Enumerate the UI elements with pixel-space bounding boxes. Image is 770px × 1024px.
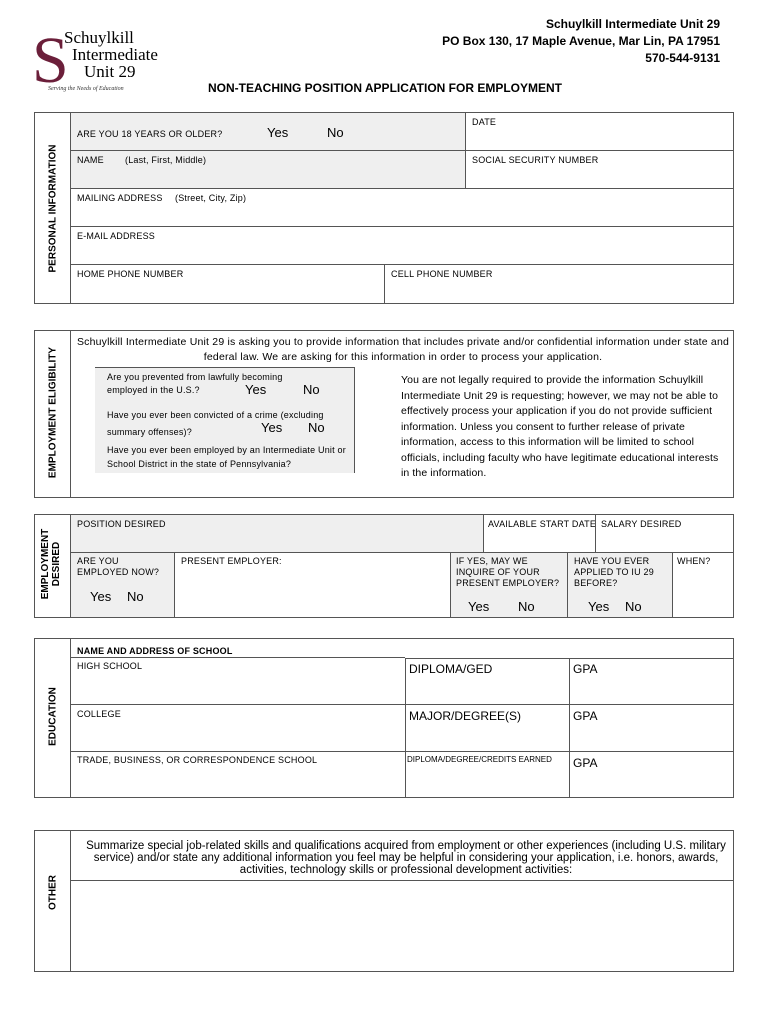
logo-line-2: Intermediate: [72, 45, 158, 64]
personal-section-label: PERSONAL INFORMATION: [47, 144, 59, 273]
employed-no-option[interactable]: No: [127, 589, 144, 604]
q1-no-option[interactable]: No: [303, 382, 320, 397]
when-label: WHEN?: [677, 556, 711, 566]
education-section-label: EDUCATION: [47, 687, 59, 746]
date-label: DATE: [472, 117, 497, 127]
trade-school-label: TRADE, BUSINESS, OR CORRESPONDENCE SCHOOL: [77, 755, 318, 765]
high-school-gpa-label: GPA: [573, 662, 598, 676]
salary-label: SALARY DESIRED: [601, 519, 682, 529]
personal-section: [34, 112, 734, 304]
college-field[interactable]: [71, 705, 405, 752]
start-date-label: AVAILABLE START DATE: [488, 519, 597, 529]
logo-line-3: Unit 29: [84, 62, 136, 81]
inquire-label: IF YES, MAY WE INQUIRE OF YOUR PRESENT EMPLOYER?: [456, 556, 560, 588]
question-lawful-employment: Are you prevented from lawfully becoming employed in the U.S.?: [107, 372, 283, 395]
credits-label: DIPLOMA/DEGREE/CREDITS EARNED: [407, 755, 552, 764]
age-yes-option[interactable]: Yes: [267, 125, 289, 140]
employed-yes-option[interactable]: Yes: [90, 589, 112, 604]
svg-text:S: S: [32, 26, 69, 90]
question-employed-iu: Have you ever been employed by an Intermediate Unit or School District in the state of Pennsylvania?: [107, 445, 346, 469]
page-title: NON-TEACHING POSITION APPLICATION FOR EMPLOYMENT: [208, 81, 562, 95]
desired-label-line-1: EMPLOYMENT: [40, 528, 51, 600]
employed-now-label: ARE YOU EMPLOYED NOW?: [77, 556, 160, 577]
education-header: NAME AND ADDRESS OF SCHOOL: [77, 646, 233, 656]
q2-yes-option[interactable]: Yes: [261, 420, 283, 435]
logo-tagline: Serving the Needs of Education: [48, 86, 124, 92]
email-label: E-MAIL ADDRESS: [77, 231, 155, 241]
other-response-field[interactable]: [71, 881, 733, 971]
other-section: [34, 830, 734, 972]
inquire-no-option[interactable]: No: [518, 599, 535, 614]
cell-phone-label: CELL PHONE NUMBER: [391, 269, 493, 279]
ssn-label: SOCIAL SECURITY NUMBER: [472, 155, 599, 165]
org-phone: 570-544-9131: [645, 51, 720, 65]
applied-no-option[interactable]: No: [625, 599, 642, 614]
eligibility-section: [34, 330, 734, 498]
q1-yes-option[interactable]: Yes: [245, 382, 267, 397]
mailing-address-field[interactable]: [71, 189, 733, 227]
desired-label-line-2: DESIRED: [51, 541, 62, 587]
position-desired-label: POSITION DESIRED: [77, 519, 166, 529]
other-section-label: OTHER: [47, 875, 59, 910]
question-convicted-crime: Have you ever been convicted of a crime (excluding summary offenses)?: [107, 410, 324, 437]
logo-line-1: Schuylkill: [64, 28, 134, 47]
mailing-address-hint: (Street, City, Zip): [175, 193, 247, 203]
org-address: PO Box 130, 17 Maple Avenue, Mar Lin, PA 17951: [442, 34, 720, 48]
other-prompt: Summarize special job-related skills and qualifications acquired from employment or other experiences (including U.S. military service) and/or state any additional information you feel may be helpful in considering your application, i.e. honors, awards, activities, technology skills or professional development activities:: [86, 840, 726, 876]
present-employer-label: PRESENT EMPLOYER:: [181, 556, 282, 566]
age-question-label: ARE YOU 18 YEARS OR OLDER?: [77, 129, 223, 139]
eligibility-notice: Schuylkill Intermediate Unit 29 is asking you to provide information that includes private and/or confidential information under state and federal law. We are asking for this information in order to process your application.: [76, 336, 730, 363]
inquire-yes-option[interactable]: Yes: [468, 599, 490, 614]
q2-no-option[interactable]: No: [308, 420, 325, 435]
education-section: [34, 638, 734, 798]
high-school-label: HIGH SCHOOL: [77, 661, 143, 671]
org-name: Schuylkill Intermediate Unit 29: [545, 17, 720, 31]
trade-gpa-label: GPA: [573, 756, 598, 770]
home-phone-label: HOME PHONE NUMBER: [77, 269, 184, 279]
applied-before-label: HAVE YOU EVER APPLIED TO IU 29 BEFORE?: [574, 556, 654, 588]
eligibility-disclaimer: You are not legally required to provide the information Schuylkill Intermediate Unit 29 is requesting; however, we may not be able to effectively process your application if you do not provide sufficient information. Unless you consent to further release of private information, access to this information will be limited to school officials, including faculty who have legitimate educational interests in the information.: [401, 374, 719, 479]
org-contact: [360, 16, 720, 67]
applied-yes-option[interactable]: Yes: [588, 599, 610, 614]
desired-section: [34, 514, 734, 618]
college-label: COLLEGE: [77, 709, 121, 719]
diploma-label: DIPLOMA/GED: [409, 662, 493, 676]
email-field[interactable]: [71, 227, 733, 265]
eligibility-section-label: EMPLOYMENT ELIGIBILITY: [47, 346, 59, 479]
age-no-option[interactable]: No: [327, 125, 344, 140]
desired-section-label: [40, 514, 62, 614]
mailing-address-label: MAILING ADDRESS: [77, 193, 163, 203]
name-hint: (Last, First, Middle): [125, 155, 207, 165]
college-gpa-label: GPA: [573, 709, 598, 723]
name-label: NAME: [77, 155, 104, 165]
major-label: MAJOR/DEGREE(S): [409, 709, 522, 723]
date-field[interactable]: [465, 113, 733, 151]
